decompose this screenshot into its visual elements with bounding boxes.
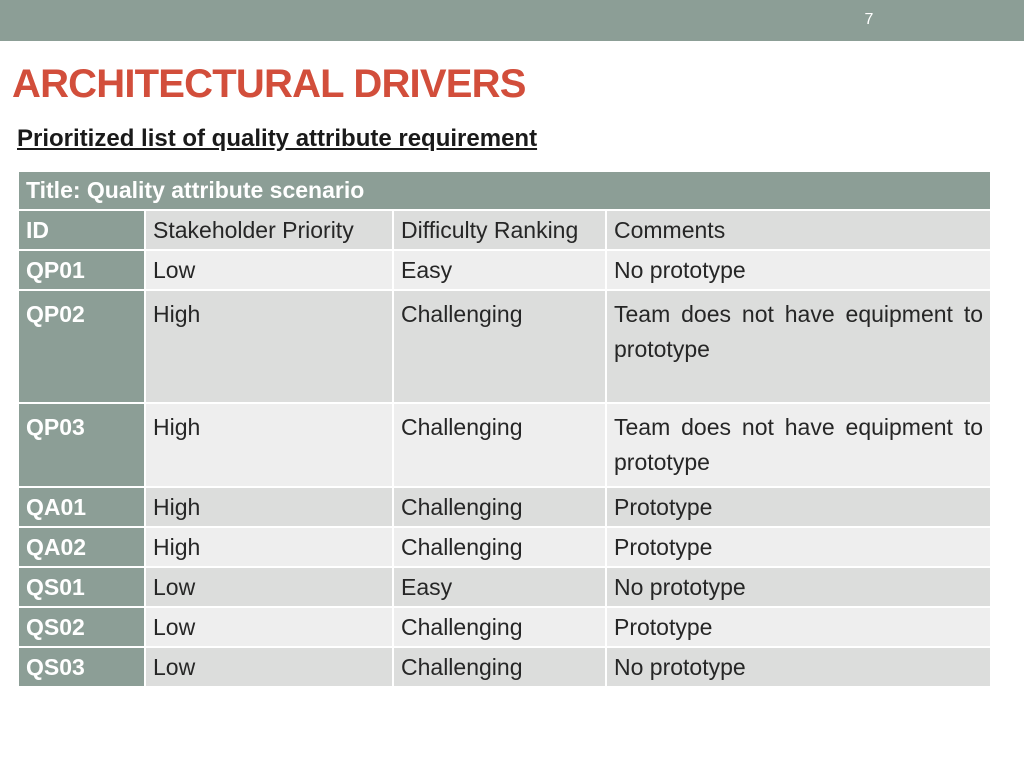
row-priority: Low <box>145 567 393 607</box>
table-row <box>18 403 991 487</box>
row-difficulty: Easy <box>393 567 606 607</box>
row-id: QP02 <box>18 290 145 403</box>
header-comments: Comments <box>606 210 991 250</box>
table-row <box>18 607 991 647</box>
table-row <box>18 647 991 687</box>
row-id: QA02 <box>18 527 145 567</box>
row-comment: Team does not have equipment to prototype <box>606 403 991 487</box>
row-id: QA01 <box>18 487 145 527</box>
row-comment: Team does not have equipment to prototype <box>606 290 991 403</box>
row-id: QP03 <box>18 403 145 487</box>
quality-attribute-table <box>17 170 992 688</box>
row-priority: High <box>145 403 393 487</box>
row-id: QS03 <box>18 647 145 687</box>
header-id: ID <box>18 210 145 250</box>
row-id: QS01 <box>18 567 145 607</box>
row-priority: High <box>145 487 393 527</box>
table-row <box>18 250 991 290</box>
page-number: 7 <box>864 11 874 28</box>
table-row <box>18 487 991 527</box>
table-row <box>18 527 991 567</box>
row-comment: No prototype <box>606 647 991 687</box>
slide-title: ARCHITECTURAL DRIVERS <box>12 62 526 106</box>
table-header-row <box>18 210 991 250</box>
row-difficulty: Challenging <box>393 487 606 527</box>
row-comment: Prototype <box>606 487 991 527</box>
row-id: QS02 <box>18 607 145 647</box>
row-comment: Prototype <box>606 607 991 647</box>
row-id: QP01 <box>18 250 145 290</box>
row-difficulty: Challenging <box>393 403 606 487</box>
row-priority: High <box>145 527 393 567</box>
header-priority: Stakeholder Priority <box>145 210 393 250</box>
row-difficulty: Challenging <box>393 290 606 403</box>
top-bar <box>0 0 1024 41</box>
table-row <box>18 290 991 403</box>
row-priority: Low <box>145 607 393 647</box>
row-priority: High <box>145 290 393 403</box>
row-priority: Low <box>145 250 393 290</box>
row-difficulty: Challenging <box>393 607 606 647</box>
row-comment: No prototype <box>606 250 991 290</box>
header-difficulty: Difficulty Ranking <box>393 210 606 250</box>
slide-subtitle: Prioritized list of quality attribute requirement <box>17 125 538 152</box>
row-comment: Prototype <box>606 527 991 567</box>
table-title-row <box>18 171 991 210</box>
row-comment: No prototype <box>606 567 991 607</box>
table-title: Title: Quality attribute scenario <box>18 171 991 210</box>
row-priority: Low <box>145 647 393 687</box>
table-row <box>18 567 991 607</box>
row-difficulty: Challenging <box>393 647 606 687</box>
row-difficulty: Challenging <box>393 527 606 567</box>
row-difficulty: Easy <box>393 250 606 290</box>
